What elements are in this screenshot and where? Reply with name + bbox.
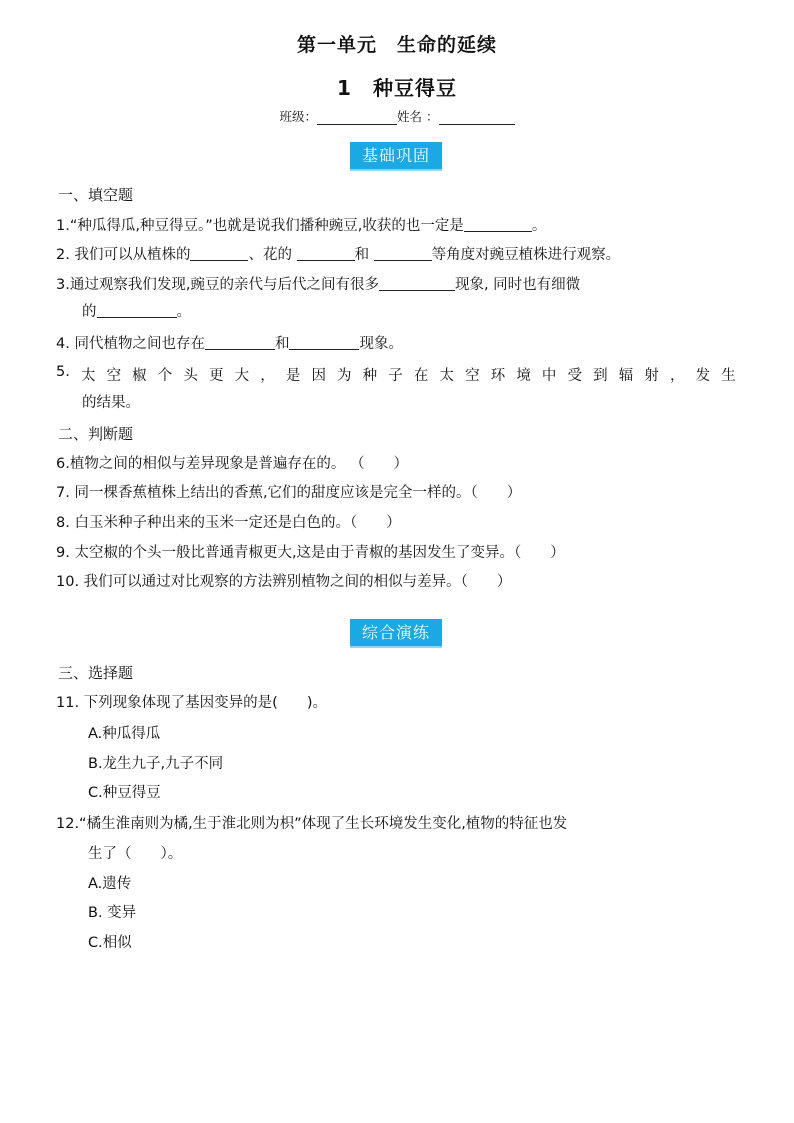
answer-blank[interactable] <box>289 335 359 350</box>
q11-option-c[interactable]: C.种豆得豆 <box>88 785 161 801</box>
question-4: 4. 同代植物之间也存在 和 现象。 <box>56 336 403 352</box>
name-label: 姓名 ： <box>397 109 439 124</box>
question-5-line-2: 的结果。 <box>82 395 140 411</box>
name-field[interactable] <box>439 112 515 125</box>
question-7: 7. 同一棵香蕉植株上结出的香蕉,它们的甜度应该是完全一样的。（ ） <box>56 485 522 501</box>
student-info-line <box>0 107 794 125</box>
class-field[interactable] <box>317 112 397 125</box>
answer-blank[interactable] <box>297 246 355 261</box>
lesson-title: 1 种豆得豆 <box>337 76 457 100</box>
answer-blank[interactable] <box>97 303 177 318</box>
q12-option-c[interactable]: C.相似 <box>88 935 132 951</box>
class-label: 班级： <box>279 109 318 124</box>
question-8: 8. 白玉米种子种出来的玉米一定还是白色的。（ ） <box>56 515 401 531</box>
question-10: 10. 我们可以通过对比观察的方法辨别植物之间的相似与差异。（ ） <box>56 574 512 590</box>
q12-option-b[interactable]: B. 变异 <box>88 905 137 921</box>
question-11: 11. 下列现象体现了基因变异的是( )。 <box>56 695 327 711</box>
answer-blank[interactable] <box>205 335 275 350</box>
question-2: 2. 我们可以从植株的 、花的 和 等角度对豌豆植株进行观察。 <box>56 247 621 263</box>
answer-blank[interactable] <box>190 246 248 261</box>
question-5 <box>56 364 736 412</box>
fill-heading: 一、填空题 <box>58 186 134 204</box>
comprehensive-banner: 综合演练 <box>350 619 442 648</box>
answer-blank[interactable] <box>374 246 432 261</box>
question-12-continued: 生了（ ）。 <box>88 846 183 862</box>
question-12: 12.“橘生淮南则为橘,生于淮北则为枳”体现了生长环境发生变化,植物的特征也发 <box>56 816 568 832</box>
question-6: 6.植物之间的相似与差异现象是普遍存在的。 （ ） <box>56 456 408 472</box>
q11-option-b[interactable]: B.龙生九子,九子不同 <box>88 756 224 772</box>
question-9: 9. 太空椒的个头一般比普通青椒更大,这是由于青椒的基因发生了变异。（ ） <box>56 545 565 561</box>
basic-banner: 基础巩固 <box>350 142 442 171</box>
question-5-line-1: 5. 太 空 椒 个 头 更 大 ， 是 因 为 种 子 在 太 空 环 境 中 受 到 辐 射 ， 发 生 <box>56 364 736 384</box>
question-3-continued: 的 。 <box>82 304 191 320</box>
question-3: 3.通过观察我们发现,豌豆的亲代与后代之间有很多 现象, 同时也有细微 <box>56 277 581 293</box>
answer-blank[interactable] <box>379 276 455 291</box>
answer-blank[interactable] <box>464 217 532 232</box>
unit-title: 第一单元 生命的延续 <box>296 34 497 56</box>
q12-option-a[interactable]: A.遗传 <box>88 876 132 892</box>
choice-heading: 三、选择题 <box>58 664 134 682</box>
q11-option-a[interactable]: A.种瓜得瓜 <box>88 726 161 742</box>
question-1: 1.“种瓜得瓜,种豆得豆。”也就是说我们播种豌豆,收获的也一定是 。 <box>56 218 547 234</box>
judge-heading: 二、判断题 <box>58 425 134 443</box>
